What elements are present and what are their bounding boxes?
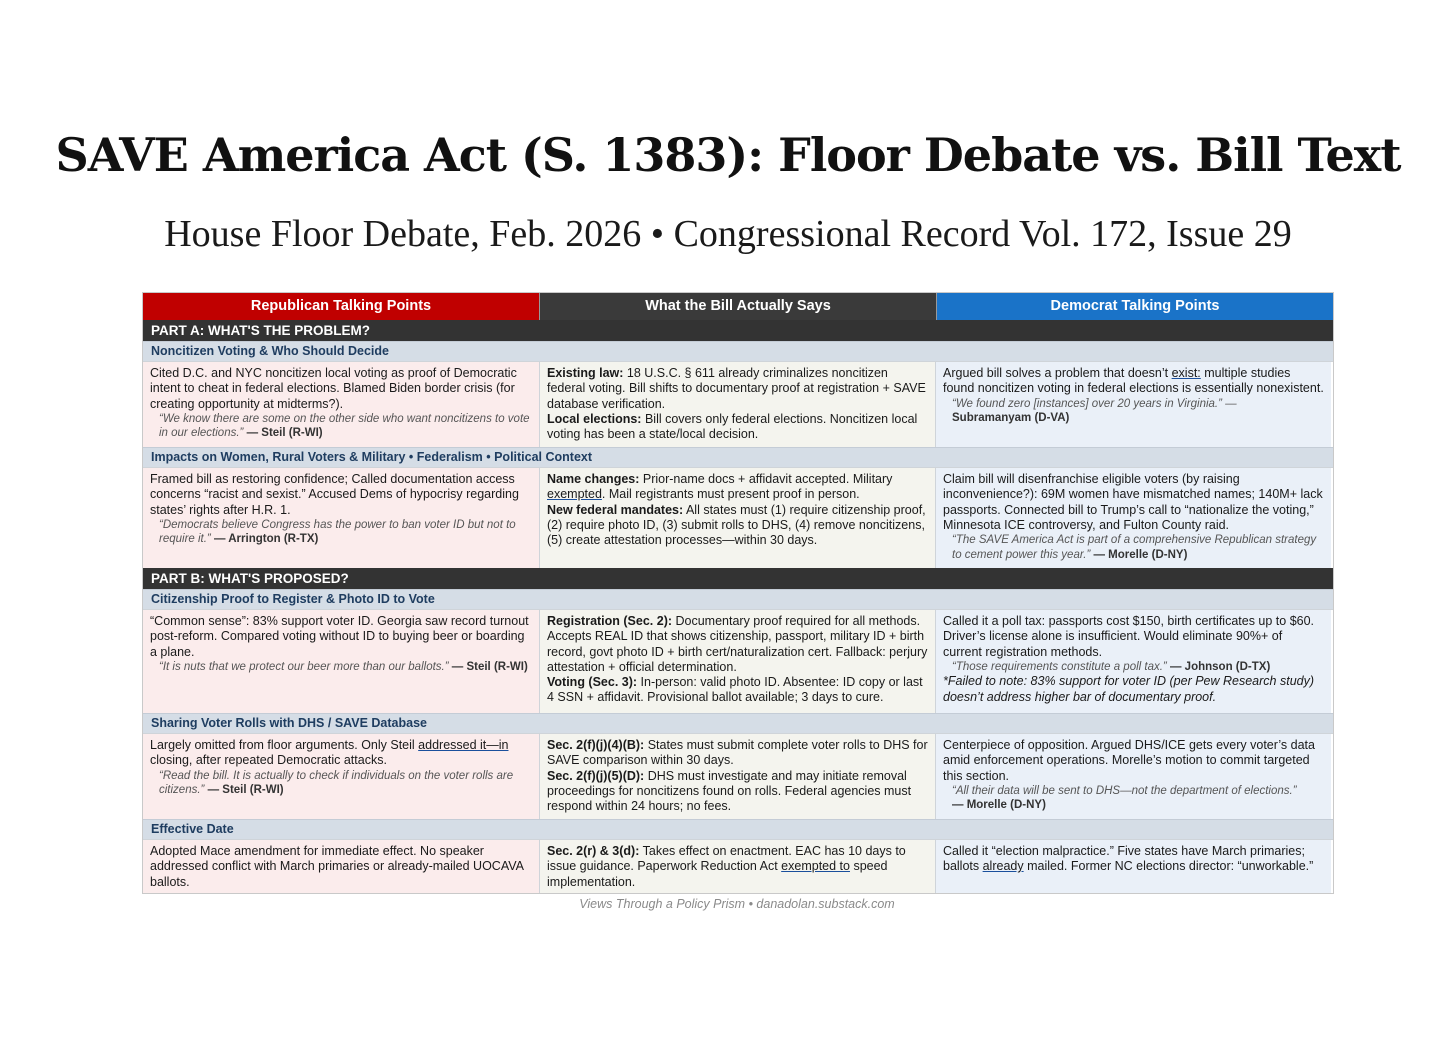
header-bill: What the Bill Actually Says (539, 293, 936, 320)
table-header (143, 293, 1333, 320)
bill-cell: Name changes: Prior-name docs + affidavit accepted. Military exempted. Mail registrants must present proof in person. New federal mandates: All states must (1) require citizenship proof, (2) require photo ID, (3) submit rolls to DHS, (4) remove noncitizens, (5) create attestation processes—within 30 days. (539, 468, 935, 568)
quote: “Those requirements constitute a poll tax.” — Johnson (D-TX) (952, 660, 1271, 673)
democrat-cell: Claim bill will disenfranchise eligible voters (by raising inconvenience?): 69M women have mismatched names; 140M+ lack passports. Connected bill to Trump’s call to “nationalize the voting,” Minnesota ICE controversy, and Fulton County raid. “The SAVE America Act is part of a comprehensive Republican strategy to cement power this year.” — Morelle (D-NY) (935, 468, 1331, 568)
underlined-text: exempted to (781, 859, 850, 874)
cell-text: Cited D.C. and NYC noncitizen local voting as proof of Democratic intent to cheat in federal elections. Blamed Biden border crisis (for creating opportunity at midterms?). (150, 366, 517, 411)
header-republican: Republican Talking Points (143, 293, 539, 320)
republican-cell: Largely omitted from floor arguments. Only Steil addressed it—in closing, after repeated Democratic attacks. “Read the bill. It is actually to check if individuals on the voter rolls are citizens.” — Steil (R-WI) (143, 734, 539, 819)
republican-cell: Framed bill as restoring confidence; Called documentation access concerns “racist and sexist.” Accused Dems of hypocrisy regarding states’ rights after H.R. 1. “Democrats believe Congress has the power to ban voter ID but not to require it.” — Arrington (R-TX) (143, 468, 539, 568)
democrat-cell: Called it “election malpractice.” Five states have March primaries; ballots already mailed. Former NC elections director: “unworkable.” (935, 840, 1331, 893)
table-row (143, 467, 1333, 568)
quote: “We know there are some on the other side who want noncitizens to vote in our elections.” — Steil (R-WI) (159, 412, 530, 440)
bill-cell: Existing law: 18 U.S.C. § 611 already criminalizes noncitizen federal voting. Bill shifts to documentary proof at registration + SAVE database verification. Local elections: Bill covers only federal elections. Noncitizen local voting has been a state/local decision. (539, 362, 935, 447)
democrat-cell: Centerpiece of opposition. Argued DHS/ICE gets every voter’s data amid enforcement operations. Morelle’s motion to commit targeted this section. “All their data will be sent to DHS—not the department of elections.” — Morelle (D-NY) (935, 734, 1331, 819)
underlined-text: exempted (547, 487, 602, 502)
page-title: SAVE America Act (S. 1383): Floor Debate vs. Bill Text (55, 128, 1401, 182)
footnote: *Failed to note: 83% support for voter ID (per Pew Research study) doesn’t address higher bar of documentary proof. (943, 674, 1315, 704)
underlined-text: already (982, 859, 1024, 874)
table-row (143, 361, 1333, 447)
underlined-text: exist: (1171, 366, 1201, 380)
quote: “All their data will be sent to DHS—not the department of elections.” — Morelle (D-NY) (952, 784, 1297, 812)
section-heading: Sharing Voter Rolls with DHS / SAVE Database (143, 713, 1333, 733)
quote: “Read the bill. It is actually to check if individuals on the voter rolls are citizens.” — Steil (R-WI) (159, 769, 514, 797)
header-democrat: Democrat Talking Points (936, 293, 1333, 320)
bill-cell: Registration (Sec. 2): Documentary proof required for all methods. Accepts REAL ID that shows citizenship, passport, military ID + birth record, govt photo ID + birth cert/naturalization cert. Fallback: perjury attestation + official determination. Voting (Sec. 3): In-person: valid photo ID. Absentee: ID copy or last 4 SSN + affidavit. Provisional ballot available; 3 days to cure. (539, 610, 935, 713)
table-row (143, 839, 1333, 893)
democrat-cell: Argued bill solves a problem that doesn’t exist: multiple studies found noncitizen voting in federal elections is essentially nonexistent. “We found zero [instances] over 20 years in Virginia.” — Subramanyam (D-VA) (935, 362, 1331, 447)
quote: “It is nuts that we protect our beer more than our ballots.” — Steil (R-WI) (159, 660, 528, 673)
table-row (143, 733, 1333, 819)
section-heading: Citizenship Proof to Register & Photo ID to Vote (143, 589, 1333, 609)
section-heading: Noncitizen Voting & Who Should Decide (143, 341, 1333, 361)
bill-cell: Sec. 2(f)(j)(4)(B): States must submit complete voter rolls to DHS for SAVE comparison within 30 days. Sec. 2(f)(j)(5)(D): DHS must investigate and may initiate removal proceedings for noncitizens found on rolls. Federal agencies must respond within 24 hours; no fees. (539, 734, 935, 819)
footer-credit: Views Through a Policy Prism • danadolan.substack.com (579, 897, 895, 911)
part-a-heading: PART A: WHAT'S THE PROBLEM? (143, 320, 1333, 341)
bill-cell: Sec. 2(r) & 3(d): Takes effect on enactment. EAC has 10 days to issue guidance. Paperwork Reduction Act exempted to speed implementation. (539, 840, 935, 893)
part-b-heading: PART B: WHAT'S PROPOSED? (143, 568, 1333, 589)
democrat-cell: Called it a poll tax: passports cost $150, birth certificates up to $60. Driver’s license alone is insufficient. Would eliminate 90%+ of current registration methods. “Those requirements constitute a poll tax.” — Johnson (D-TX) *Failed to note: 83% support for voter ID (per Pew Research study) doesn’t address higher bar of documentary proof. (935, 610, 1331, 713)
quote: “Democrats believe Congress has the power to ban voter ID but not to require it.” — Arrington (R-TX) (159, 518, 516, 546)
comparison-table (142, 292, 1334, 894)
republican-cell (143, 362, 539, 447)
quote: “The SAVE America Act is part of a comprehensive Republican strategy to cement power this year.” — Morelle (D-NY) (952, 534, 1317, 561)
page-subtitle: House Floor Debate, Feb. 2026 • Congressional Record Vol. 172, Issue 29 (164, 213, 1292, 255)
underlined-text: addressed it—in (418, 738, 509, 752)
republican-cell: “Common sense”: 83% support voter ID. Georgia saw record turnout post-reform. Compared voting without ID to buying beer or boarding a plane. “It is nuts that we protect our beer more than our ballots.” — Steil (R-WI) (143, 610, 539, 713)
section-heading: Impacts on Women, Rural Voters & Military • Federalism • Political Context (143, 447, 1333, 467)
table-row (143, 609, 1333, 713)
quote: “We found zero [instances] over 20 years in Virginia.” — Subramanyam (D-VA) (952, 397, 1237, 425)
republican-cell: Adopted Mace amendment for immediate effect. No speaker addressed conflict with March primaries or already-mailed UOCAVA ballots. (143, 840, 539, 893)
section-heading: Effective Date (143, 819, 1333, 839)
